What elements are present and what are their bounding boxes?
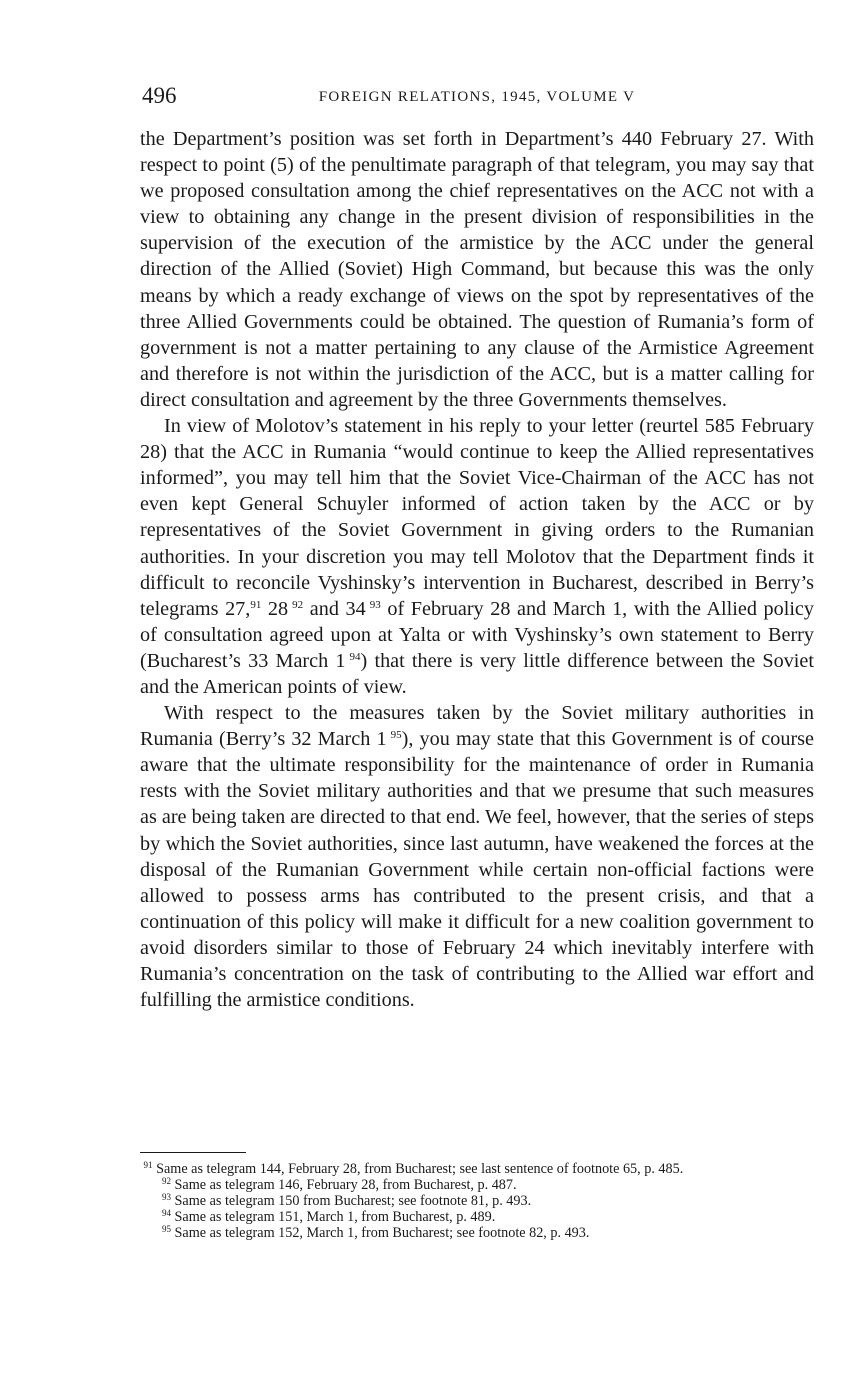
footnote-mark: 91 — [143, 1160, 153, 1170]
footnote-91 — [140, 1161, 814, 1177]
page-header — [140, 82, 814, 112]
footnote-text: Same as telegram 152, March 1, from Bucharest; see footnote 82, p. 493. — [174, 1225, 590, 1241]
footnote-mark: 95 — [162, 1224, 171, 1234]
paragraph-1: the Department’s position was set forth in Department’s 440 February 27. With respect to point (5) of the penultimate paragraph of that telegram, you may say that we proposed consultation among the chief representatives on the ACC not with a view to obtaining any change in the present division of responsibilities in the supervision of the execution of the armistice by the ACC under the general direction of the Allied (Soviet) High Command, but because this was the only means by which a ready exchange of views on the spot by representatives of the three Allied Governments could be obtained. The question of Rumania’s form of government is not a matter pertaining to any clause of the Armistice Agreement and therefore is not within the jurisdiction of the ACC, but is a matter calling for direct consultation and agreement by the three Governments themselves. — [140, 128, 814, 411]
footnote-text: Same as telegram 151, March 1, from Bucharest, p. 489. — [174, 1209, 496, 1225]
body-text — [140, 126, 814, 1013]
footnote-ref-92[interactable]: 92 — [292, 598, 304, 611]
paragraph-3-text-b: ), you may state that this Government is of course aware that the ultimate responsibility for the maintenance of order in Rumania rests with the Soviet military authorities and that we presume that such measures as are being taken are directed to that end. We feel, however, that the series of steps by which the Soviet authorities, since last autumn, have weakened the forces at the disposal of the Rumanian Government while certain non-official factions were allowed to possess arms has contributed to the present crisis, and that a continuation of this policy will make it difficult for a new coalition government to avoid disorders similar to those of February 24 which inevitably interfere with Rumania’s concentration on the task of contributing to the Allied war effort and fulfilling the armistice conditions. — [140, 728, 814, 1012]
paragraph-2-text-d: of February 28 and March 1, with the Allied policy of consultation agreed upon at Yalta or with Vyshinsky’s own statement to Berry (Bucharest’s 33 March 1 — [140, 597, 814, 672]
paragraph-3 — [140, 700, 814, 1013]
running-head: FOREIGN RELATIONS, 1945, VOLUME V — [318, 89, 636, 105]
footnote-ref-95[interactable]: 95 — [390, 729, 402, 742]
footnote-text: Same as telegram 146, February 28, from Bucharest, p. 487. — [174, 1177, 517, 1193]
footnote-mark: 92 — [162, 1176, 171, 1186]
footnote-ref-91[interactable]: 91 — [250, 598, 262, 611]
paragraph-2-text-b: 28 — [261, 597, 289, 620]
paragraph-2-text-e: ) that there is very little difference between the Soviet and the American points of view. — [140, 649, 814, 698]
footnote-mark: 93 — [162, 1192, 171, 1202]
paragraph-2-text-c: and 34 — [303, 597, 366, 620]
footnote-ref-94[interactable]: 94 — [349, 650, 361, 663]
footnote-text: Same as telegram 144, February 28, from Bucharest; see last sentence of footnote 65, p. 485. — [156, 1161, 684, 1177]
footnote-94 — [140, 1209, 814, 1225]
footnote-text: Same as telegram 150 from Bucharest; see footnote 81, p. 493. — [174, 1193, 532, 1209]
footnote-93 — [140, 1193, 814, 1209]
footnote-95 — [140, 1225, 814, 1241]
footnotes — [140, 1161, 814, 1241]
footnote-divider — [140, 1152, 246, 1153]
footnote-ref-93[interactable]: 93 — [369, 598, 381, 611]
footnote-mark: 94 — [162, 1208, 171, 1218]
paragraph-2-text-a: In view of Molotov’s statement in his reply to your letter (reurtel 585 February 28) that the ACC in Rumania “would continue to keep the Allied representatives informed”, you may tell him that the Soviet Vice-Chairman of the ACC has not even kept General Schuyler informed of action taken by the ACC or by representatives of the Soviet Government in giving orders to the Rumanian authorities. In your discretion you may tell Molotov that the Department finds it difficult to reconcile Vyshinsky’s intervention in Bucharest, described in Berry’s telegrams 27, — [140, 415, 814, 620]
paragraph-2 — [140, 413, 814, 700]
paragraph-3-text-a: With respect to the measures taken by the Soviet military authorities in Rumania (Berry’s 32 March 1 — [140, 702, 814, 751]
footnote-92 — [140, 1177, 814, 1193]
page-number: 496 — [142, 83, 177, 108]
